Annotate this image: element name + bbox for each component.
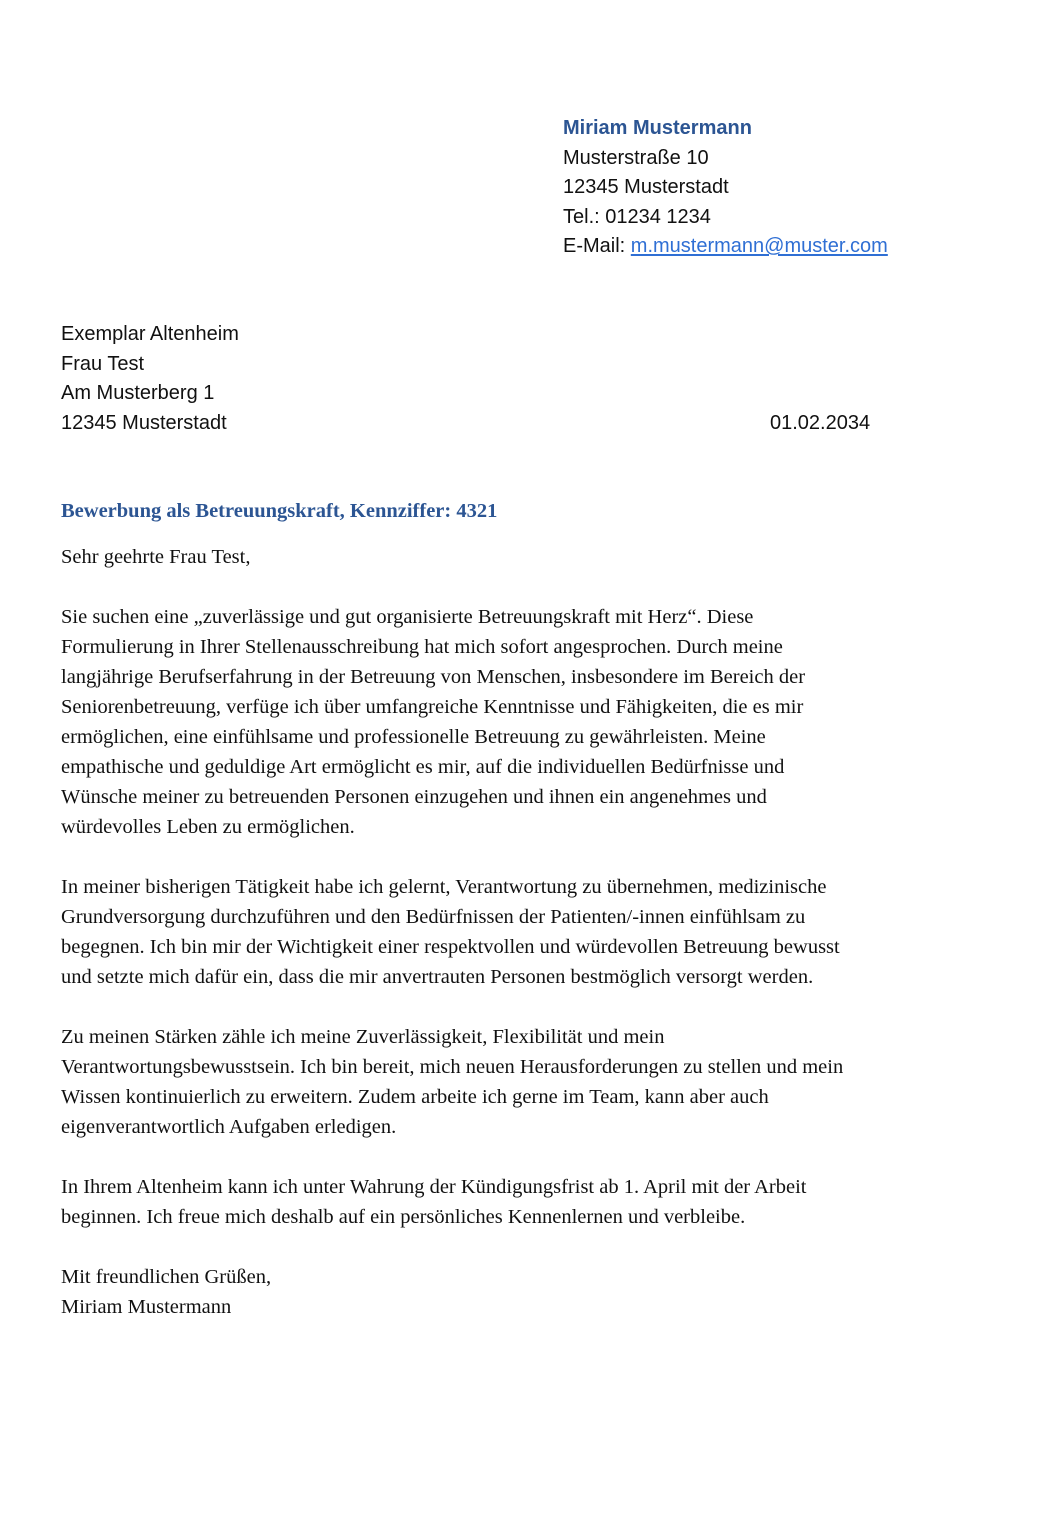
paragraph-line: beginnen. Ich freue mich deshalb auf ein persönliches Kennenlernen und verbleibe.	[61, 1206, 746, 1228]
sender-email-link[interactable]: m.mustermann@muster.com	[630, 235, 888, 257]
paragraph-line: und setzte mich dafür ein, dass die mir anvertrauten Personen bestmöglich versorgt werden.	[61, 966, 814, 988]
sender-block	[563, 114, 888, 262]
paragraph-line: ermöglichen, eine einfühlsame und professionelle Betreuung zu gewährleisten. Meine	[61, 726, 766, 748]
closing-phrase: Mit freundlichen Grüßen,	[61, 1266, 272, 1288]
sender-street: Musterstraße 10	[563, 146, 709, 169]
paragraph-line: Zu meinen Stärken zähle ich meine Zuverlässigkeit, Flexibilität und mein	[61, 1026, 665, 1048]
signature-name: Miriam Mustermann	[61, 1296, 232, 1318]
salutation: Sehr geehrte Frau Test,	[61, 546, 251, 568]
sender-email-label: E-Mail:	[563, 235, 631, 257]
paragraph-line: würdevolles Leben zu ermöglichen.	[61, 816, 355, 838]
sender-email-line	[563, 232, 888, 262]
paragraph-line: In Ihrem Altenheim kann ich unter Wahrung der Kündigungsfrist ab 1. April mit der Arbeit	[61, 1176, 807, 1198]
body-paragraph-4	[61, 1172, 991, 1232]
body-paragraph-3	[61, 1022, 991, 1142]
paragraph-line: In meiner bisherigen Tätigkeit habe ich gelernt, Verantwortung zu übernehmen, medizinische	[61, 876, 827, 898]
paragraph-line: Grundversorgung durchzuführen und den Bedürfnissen der Patienten/-innen einfühlsam zu	[61, 906, 806, 928]
paragraph-line: Sie suchen eine „zuverlässige und gut organisierte Betreuungskraft mit Herz“. Diese	[61, 606, 754, 628]
letter-body	[61, 496, 991, 1322]
recipient-line-2: Frau Test	[61, 352, 144, 375]
paragraph-line: langjährige Berufserfahrung in der Betreuung von Menschen, insbesondere im Bereich der	[61, 666, 806, 688]
body-paragraph-1	[61, 602, 991, 842]
sender-name: Miriam Mustermann	[563, 117, 752, 139]
recipient-line-4: 12345 Musterstadt	[61, 411, 227, 434]
paragraph-line: Wünsche meiner zu betreuenden Personen einzugehen und ihnen ein angenehmes und	[61, 786, 767, 808]
paragraph-line: begegnen. Ich bin mir der Wichtigkeit einer respektvollen und würdevollen Betreuung bewusst	[61, 936, 840, 958]
sender-city: 12345 Musterstadt	[563, 176, 729, 198]
recipient-block	[61, 320, 239, 438]
paragraph-line: empathische und geduldige Art ermöglicht es mir, auf die individuellen Bedürfnisse und	[61, 756, 785, 778]
recipient-line-1: Exemplar Altenheim	[61, 323, 239, 345]
paragraph-line: eigenverantwortlich Aufgaben erledigen.	[61, 1116, 397, 1138]
paragraph-line: Seniorenbetreuung, verfüge ich über umfangreiche Kenntnisse und Fähigkeiten, die es mir	[61, 696, 804, 718]
paragraph-line: Wissen kontinuierlich zu erweitern. Zudem arbeite ich gerne im Team, kann aber auch	[61, 1086, 769, 1108]
subject-line: Bewerbung als Betreuungskraft, Kennziffer: 4321	[61, 500, 498, 522]
letter-date: 01.02.2034	[770, 412, 871, 434]
paragraph-line: Formulierung in Ihrer Stellenausschreibung hat mich sofort angesprochen. Durch meine	[61, 636, 783, 658]
closing-block	[61, 1262, 991, 1322]
recipient-line-3: Am Musterberg 1	[61, 382, 215, 404]
sender-phone: Tel.: 01234 1234	[563, 205, 711, 228]
body-paragraph-2	[61, 872, 991, 992]
paragraph-line: Verantwortungsbewusstsein. Ich bin bereit, mich neuen Herausforderungen zu stellen und mein	[61, 1056, 844, 1078]
